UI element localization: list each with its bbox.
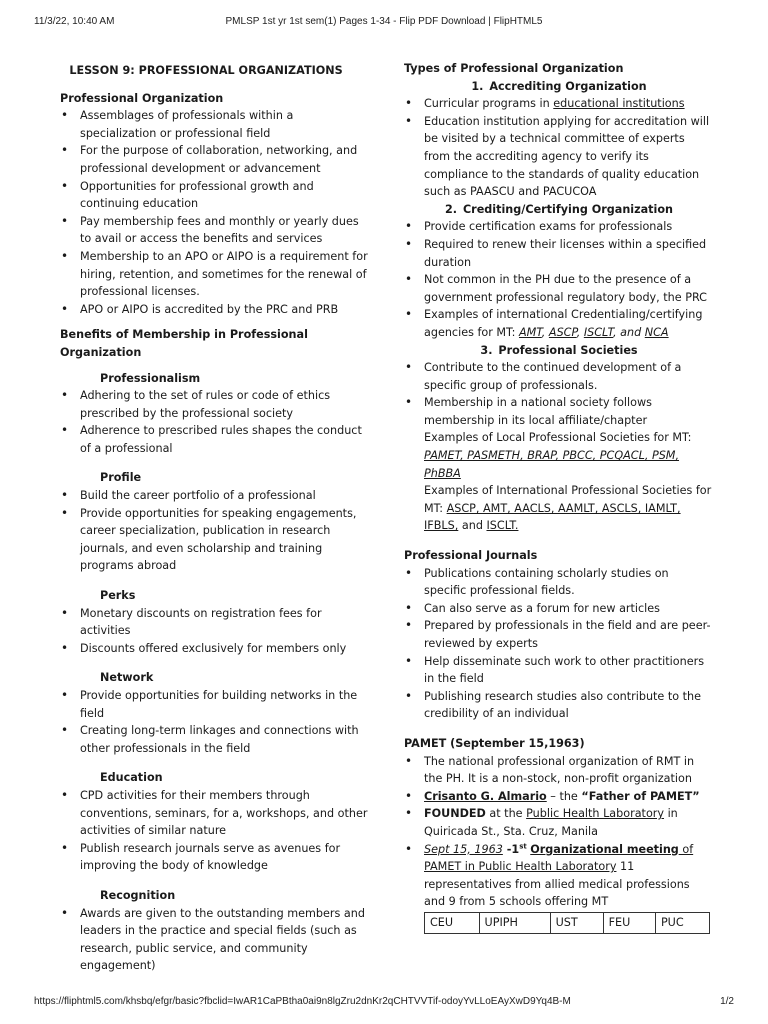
list-item: • CPD activities for their members through conventions, seminars, for a, workshops, and other activities of similar nature (60, 787, 368, 840)
list-item: • Prepared by professionals in the field and are peer-reviewed by experts (404, 617, 714, 652)
numbered-heading-accrediting (404, 78, 714, 96)
founded-place: Public Health Laboratory (526, 807, 665, 821)
table-cell: CEU (425, 912, 480, 933)
list-item: • Build the career portfolio of a professional (60, 487, 368, 505)
list-item: • Can also serve as a forum for new articles (404, 600, 714, 618)
print-url: https://fliphtml5.com/khsbq/efgr/basic?fbclid=IwAR1CaPBtha0ai9n8lgZru2dnKr2qCHTVVTif-odoyYvLLoEAyXwD9Yq4B-M (34, 996, 571, 1007)
print-datetime: 11/3/22, 10:40 AM (34, 16, 115, 27)
agency-amt: AMT (518, 325, 542, 339)
list-item: • Not common in the PH due to the presence of a government professional regulatory body, the PRC (404, 271, 714, 306)
international-societies-list: ASCP, AMT, AACLS, AAMLT, ASCLS, IAMLT, IFBLS, (424, 501, 681, 533)
section-heading-types: Types of Professional Organization (404, 62, 624, 75)
list-item: • Assemblages of professionals within a specialization or professional field (60, 107, 368, 142)
founder-title: “Father of PAMET” (581, 789, 700, 803)
list-item-text: 11 representatives from allied medical professions and 9 from 5 schools offering MT (424, 860, 690, 909)
table-row (425, 912, 710, 933)
separator: -1 (502, 842, 520, 856)
table-cell: FEU (603, 912, 655, 933)
heading-text: Accrediting Organization (489, 79, 647, 93)
table-cell: UPIPH (479, 912, 550, 933)
list-item-text: Examples of international Credentialing/certifying agencies for MT: (424, 308, 703, 339)
list-item: • Discounts offered exclusively for members only (60, 640, 368, 658)
section-heading-professional-organization: Professional Organization (60, 91, 224, 105)
numbered-heading-crediting (404, 201, 714, 219)
list-item: • Adhering to the set of rules or code of ethics prescribed by the professional society (60, 387, 368, 422)
list-item-text: Curricular programs in (424, 97, 554, 111)
subheading-network: Network (100, 671, 154, 685)
list-item (404, 788, 714, 806)
list-item: • Contribute to the continued development of a specific group of professionals. (404, 359, 714, 394)
meeting-date: Sept 15, 1963 (424, 842, 503, 856)
agency-nca: NCA (644, 325, 669, 339)
numbered-heading-societies (404, 342, 714, 360)
list-item: • Opportunities for professional growth and continuing education (60, 178, 368, 213)
list-item: • Required to renew their licenses within a specified duration (404, 236, 714, 271)
ordinal-suffix: st (519, 841, 527, 850)
subheading-professionalism: Professionalism (100, 371, 201, 385)
list-item (404, 805, 714, 840)
professional-organization-list (60, 107, 368, 318)
list-item (404, 841, 714, 911)
underlined-term: educational institutions (553, 97, 685, 111)
list-item: • Monetary discounts on registration fees for activities (60, 605, 368, 640)
list-item: • For the purpose of collaboration, networking, and professional development or advancement (60, 142, 368, 177)
list-item: • Help disseminate such work to other practitioners in the field (404, 653, 714, 688)
separator: and (458, 519, 487, 533)
print-header (34, 16, 734, 30)
section-heading-benefits: Benefits of Membership in Professional Organization (60, 328, 308, 359)
separator: , and (613, 325, 645, 339)
list-item: • Publishing research studies also contribute to the credibility of an individual (404, 688, 714, 723)
perks-list (60, 605, 368, 658)
list-item-text: in Quiricada St., Sta. Cruz, Manila (424, 807, 678, 838)
subheading-education: Education (100, 771, 163, 785)
international-societies-label: Examples of International Professional Societies for MT: (424, 484, 712, 515)
heading-text: Professional Societies (498, 343, 638, 357)
meeting-label: Organizational meeting (530, 842, 679, 856)
separator: , (541, 325, 549, 339)
table-cell: UST (550, 912, 603, 933)
international-societies (404, 482, 714, 535)
list-item: • Publications containing scholarly studies on specific professional fields. (404, 565, 714, 600)
subheading-recognition: Recognition (100, 888, 176, 902)
print-page-indicator: 1/2 (720, 996, 734, 1007)
heading-number: 3. (480, 343, 493, 357)
left-column (60, 60, 368, 975)
professionalism-list (60, 387, 368, 457)
list-item: • Membership to an APO or AIPO is a requirement for hiring, retention, and sometimes for the renewal of professional licenses. (60, 248, 368, 301)
subheading-profile: Profile (100, 471, 142, 485)
agency-isclt: ISCLT (583, 325, 614, 339)
pamet-list (404, 753, 714, 911)
accrediting-list (404, 95, 714, 201)
journals-list (404, 565, 714, 723)
agency-ascp: ASCP (548, 325, 577, 339)
section-heading-journals: Professional Journals (404, 549, 538, 563)
list-item: • Provide opportunities for speaking engagements, career specialization, publication in research journals, and even scholarship and training programs abroad (60, 505, 368, 575)
print-footer (34, 996, 734, 1010)
founded-label: FOUNDED (424, 807, 486, 821)
section-heading-pamet: PAMET (September 15,1963) (404, 736, 585, 750)
list-item: • Provide opportunities for building networks in the field (60, 687, 368, 722)
profile-list (60, 487, 368, 575)
heading-number: 1. (471, 79, 484, 93)
right-column (404, 60, 714, 934)
separator: at the (485, 807, 527, 821)
separator: – the (546, 789, 582, 803)
heading-number: 2. (444, 202, 458, 216)
founder-name: Crisanto G. Almario (424, 789, 547, 803)
list-item: • Education institution applying for accreditation will be visited by a technical committee of experts from the accrediting agency to verify its compliance to the standards of quality education such as PAASCU and PACUCOA (404, 113, 714, 201)
lesson-title: LESSON 9: PROFESSIONAL ORGANIZATIONS (69, 64, 343, 77)
local-societies-list: PAMET, PASMETH, BRAP, PBCC, PCQACL, PSM, PhBBA (424, 449, 680, 480)
local-societies-label: Examples of Local Professional Societies for MT: (424, 431, 692, 445)
list-item: • Provide certification exams for professionals (404, 218, 714, 236)
heading-text: Crediting/Certifying Organization (462, 202, 674, 216)
meeting-place: of PAMET in Public Health Laboratory (424, 842, 694, 874)
table-cell: PUC (655, 912, 709, 933)
list-item: • Adherence to prescribed rules shapes the conduct of a professional (60, 422, 368, 457)
list-item: • Awards are given to the outstanding members and leaders in the practice and special fields (such as research, public service, and community engagement) (60, 905, 368, 975)
education-list (60, 787, 368, 875)
network-list (60, 687, 368, 757)
societies-list (404, 359, 714, 429)
schools-table (424, 912, 710, 934)
list-item (404, 306, 714, 341)
recognition-list (60, 905, 368, 975)
list-item: • The national professional organization of RMT in the PH. It is a non-stock, non-profit organization (404, 753, 714, 788)
separator: , (576, 325, 584, 339)
list-item: • Pay membership fees and monthly or yearly dues to avail or access the benefits and services (60, 213, 368, 248)
crediting-list (404, 218, 714, 341)
list-item: • APO or AIPO is accredited by the PRC and PRB (60, 301, 368, 319)
list-item: • Publish research journals serve as avenues for improving the body of knowledge (60, 840, 368, 875)
print-page-title: PMLSP 1st yr 1st sem(1) Pages 1-34 - Flip PDF Download | FlipHTML5 (225, 16, 543, 27)
list-item: • Creating long-term linkages and connections with other professionals in the field (60, 722, 368, 757)
international-societies-last: ISCLT. (486, 519, 519, 533)
list-item: • Membership in a national society follows membership in its local affiliate/chapter (404, 394, 714, 429)
subheading-perks: Perks (100, 589, 136, 603)
list-item (404, 95, 714, 113)
